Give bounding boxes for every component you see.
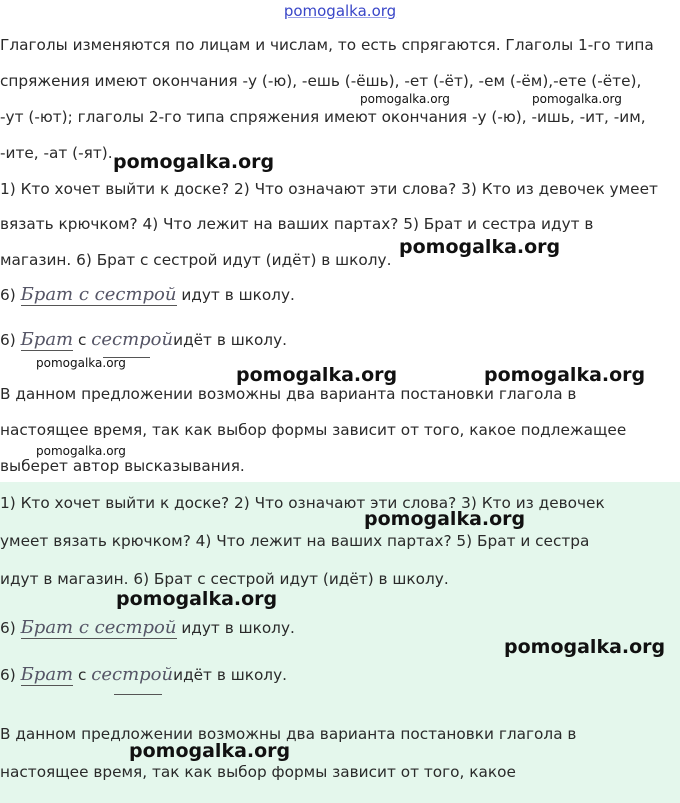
rule-line: Глаголы изменяются по лицам и числам, то есть спрягаются. Глаголы 1-го типа — [0, 36, 654, 54]
rule-line: -ите, -ат (-ят). — [0, 144, 113, 162]
example-number: 6) — [0, 331, 16, 349]
explanation-line: В данном предложении возможны два варианта постановки глагола в — [0, 725, 577, 743]
example-sentence-2 — [0, 330, 287, 350]
object-word-handwritten: сестрой — [91, 329, 174, 350]
subject-handwritten: Брат с сестрой — [20, 284, 177, 305]
explanation-line: выберет автор высказывания. — [0, 457, 245, 475]
watermark: pomogalka.org — [116, 588, 278, 610]
predicate-text: идут в школу. — [176, 619, 295, 637]
predicate-text: идёт в школу. — [173, 331, 287, 349]
question-line: вязать крючком? 4) Что лежит на ваших партах? 5) Брат и сестра идут в — [0, 215, 594, 233]
explanation-line: настоящее время, так как выбор формы зависит от того, какое подлежащее — [0, 421, 627, 439]
rule-line: спряжения имеют окончания -у (-ю), -ешь (-ёшь), -ет (-ёт), -ем (-ём),-ете (-ёте), — [0, 72, 642, 90]
watermark: pomogalka.org — [236, 364, 398, 386]
watermark: pomogalka.org — [360, 92, 450, 106]
object-word-handwritten: сестрой — [91, 664, 174, 685]
watermark: pomogalka.org — [36, 444, 126, 458]
subject-word-handwritten: Брат — [20, 329, 74, 350]
question-line: умеет вязать крючком? 4) Что лежит на ваших партах? 5) Брат и сестра — [0, 532, 590, 550]
watermark: pomogalka.org — [129, 740, 291, 762]
question-line: 1) Кто хочет выйти к доске? 2) Что означают эти слова? 3) Кто из девочек умеет — [0, 180, 658, 198]
preposition-text: с — [73, 666, 92, 684]
explanation-line: настоящее время, так как выбор формы зависит от того, какое — [0, 763, 516, 781]
watermark: pomogalka.org — [484, 364, 646, 386]
preposition-text: с — [73, 331, 92, 349]
watermark: pomogalka.org — [399, 236, 561, 258]
explanation-line: В данном предложении возможны два варианта постановки глагола в — [0, 385, 577, 403]
watermark: pomogalka.org — [532, 92, 622, 106]
watermark: pomogalka.org — [36, 356, 126, 370]
example-sentence-1 — [0, 285, 295, 305]
example-number: 6) — [0, 286, 16, 304]
site-link[interactable]: pomogalka.org — [283, 2, 397, 20]
example-sentence-2 — [0, 665, 287, 685]
watermark: pomogalka.org — [364, 508, 526, 530]
example-sentence-1 — [0, 618, 295, 638]
predicate-text: идёт в школу. — [173, 666, 287, 684]
example-number: 6) — [0, 619, 16, 637]
watermark: pomogalka.org — [504, 636, 666, 658]
subject-word-handwritten: Брат — [20, 664, 74, 685]
subject-handwritten: Брат с сестрой — [20, 617, 177, 638]
watermark: pomogalka.org — [113, 151, 275, 173]
predicate-text: идут в школу. — [176, 286, 295, 304]
question-line: 1) Кто хочет выйти к доске? 2) Что означают эти слова? 3) Кто из девочек — [0, 494, 605, 512]
example-number: 6) — [0, 666, 16, 684]
dashed-underline — [114, 694, 162, 695]
question-line: идут в магазин. 6) Брат с сестрой идут (идёт) в школу. — [0, 570, 449, 588]
rule-line: -ут (-ют); глаголы 2-го типа спряжения имеют окончания -у (-ю), -ишь, -ит, -им, — [0, 108, 646, 126]
question-line: магазин. 6) Брат с сестрой идут (идёт) в школу. — [0, 251, 392, 269]
